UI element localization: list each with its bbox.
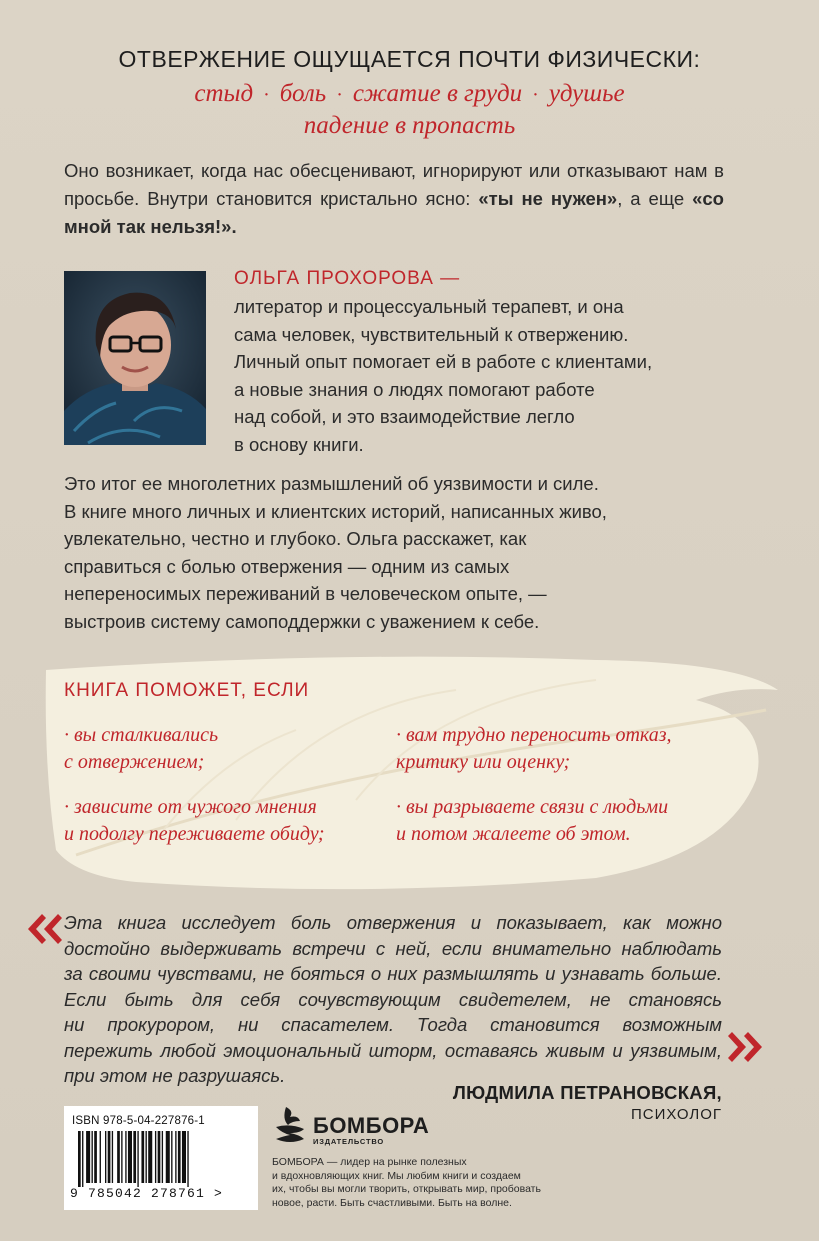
about-line: В книге много личных и клиентских историй, написанных живо,	[64, 500, 607, 522]
close-quote-icon	[728, 1030, 766, 1064]
barcode-bar	[105, 1131, 106, 1183]
symptom-item: сжатие в груди	[352, 80, 523, 107]
barcode-bar	[146, 1131, 147, 1183]
author-name: ОЛЬГА ПРОХОРОВА —	[234, 268, 461, 289]
barcode-bar	[82, 1131, 83, 1187]
separator-dot: ·	[336, 84, 343, 106]
about-line: непереносимых переживаний в человеческом опыте, —	[64, 583, 547, 604]
about-line: справиться с болью отвержения — одним из самых	[64, 555, 510, 577]
help-item-line: · вы сталкивались	[64, 724, 219, 746]
barcode-bar	[133, 1131, 136, 1183]
bio-line: в основу книги.	[234, 433, 364, 455]
barcode-bar	[166, 1131, 170, 1183]
help-item	[64, 794, 404, 848]
quote-line: ни прокурором, ни спасателем. Тогда становится возможным	[64, 1014, 722, 1035]
help-item-line: с отвержением;	[64, 751, 205, 773]
barcode-bar	[92, 1131, 93, 1183]
publisher-desc-line: новое, расти. Быть счастливыми. Быть на волне.	[272, 1196, 512, 1209]
open-quote-icon	[24, 912, 62, 946]
barcode-bar	[94, 1131, 97, 1183]
barcode-bars	[78, 1131, 248, 1187]
barcode-bar	[158, 1131, 161, 1183]
help-item	[64, 722, 404, 776]
symptom-item: удушье	[548, 80, 625, 107]
headline: ОТВЕРЖЕНИЕ ОЩУЩАЕТСЯ ПОЧТИ ФИЗИЧЕСКИ:	[118, 46, 701, 72]
separator-dot: ·	[263, 84, 270, 106]
barcode-bar	[178, 1131, 181, 1183]
author-photo	[64, 271, 206, 445]
quote-role: ПСИХОЛОГ	[630, 1106, 722, 1123]
bio-line: над собой, и это взаимодействие легло	[234, 406, 575, 427]
barcode-bar	[108, 1131, 111, 1183]
intro-text: Оно возникает, когда нас обесценивают, игнорируют или отказывают нам в просьбе. Внутри становится кристально ясно:	[64, 160, 724, 209]
bio-line: сама человек, чувствительный к отвержению.	[234, 323, 629, 345]
bombora-logo-icon	[272, 1105, 308, 1147]
help-item-line: · зависите от чужого мнения	[64, 796, 317, 818]
publisher-description	[272, 1156, 592, 1210]
help-item	[396, 794, 736, 848]
separator-dot: ·	[532, 84, 539, 106]
intro-paragraph	[64, 157, 724, 241]
symptom-item: боль	[279, 80, 327, 107]
publisher-logo-name: БОМБОРА	[313, 1113, 430, 1138]
barcode-bar	[148, 1131, 152, 1183]
symptoms-line-1	[0, 80, 819, 108]
quote-line: пережить любой эмоциональный шторм, оставаясь живым и уязвимым,	[64, 1039, 722, 1061]
quote-line: достойно выдерживать встречи с ней, если внимательно наблюдать	[64, 937, 722, 959]
bio-line: Личный опыт помогает ей в работе с клиентами,	[234, 351, 653, 372]
barcode-bar	[78, 1131, 81, 1187]
barcode-bar	[137, 1131, 138, 1187]
author-bio	[234, 293, 734, 458]
intro-bold-2: «со мной так нельзя!».	[64, 188, 724, 237]
bio-line: литератор и процессуальный терапевт, и она	[234, 296, 624, 317]
bio-line: а новые знания о людях помогают работе	[234, 378, 595, 400]
barcode-bar	[117, 1131, 120, 1183]
quote-text	[64, 910, 722, 1089]
barcode-bar	[112, 1131, 113, 1183]
about-paragraph	[64, 470, 764, 635]
barcode-bar	[121, 1131, 122, 1183]
symptom-item: стыд	[194, 80, 254, 107]
helps-title: КНИГА ПОМОЖЕТ, ЕСЛИ	[64, 680, 310, 701]
publisher-logo-sub: ИЗДАТЕЛЬСТВО	[313, 1137, 384, 1146]
about-line: увлекательно, честно и глубоко. Ольга расскажет, как	[64, 528, 527, 549]
help-item-line: · вам трудно переносить отказ,	[396, 724, 672, 746]
barcode-digits: 9 785042 278761 >	[70, 1186, 224, 1201]
help-item-line: · вы разрываете связи с людьми	[396, 796, 669, 818]
publisher-desc-line: их, чтобы вы могли творить, открывать мир, пробовать	[272, 1183, 541, 1195]
barcode-bar	[128, 1131, 132, 1183]
help-item-line: и подолгу переживаете обиду;	[64, 823, 325, 845]
barcode-bar	[171, 1131, 172, 1183]
publisher-desc-line: БОМБОРА — лидер на рынке полезных	[272, 1156, 467, 1168]
barcode-bar	[187, 1131, 188, 1187]
barcode-bar	[175, 1131, 176, 1183]
intro-bold-1: «ты не нужен»	[478, 188, 618, 209]
barcode-bar	[100, 1131, 101, 1183]
quote-line: Если быть для себя сочувствующим свидетелем, не становясь	[64, 988, 722, 1010]
barcode-bar	[155, 1131, 156, 1183]
quote-line: при этом не разрушаясь.	[64, 1065, 286, 1086]
quote-line: за своими чувствами, не бояться о них размышлять и узнавать больше.	[64, 963, 722, 984]
about-line: выстроив систему самоподдержки с уважением к себе.	[64, 610, 540, 632]
help-item-line: критику или оценку;	[396, 751, 571, 773]
barcode-bar	[182, 1131, 186, 1183]
quote-author: ЛЮДМИЛА ПЕТРАНОВСКАЯ,	[452, 1082, 722, 1103]
barcode-bar	[141, 1131, 144, 1183]
quote-line: Эта книга исследует боль отвержения и показывает, как можно	[64, 912, 722, 933]
barcode-bar	[125, 1131, 126, 1183]
help-item	[396, 722, 736, 776]
help-item-line: и потом жалеете об этом.	[396, 823, 631, 845]
barcode-bar	[162, 1131, 163, 1183]
isbn-label: ISBN 978-5-04-227876-1	[72, 1115, 205, 1127]
barcode-bar	[86, 1131, 90, 1183]
intro-middle: , а еще	[617, 188, 693, 209]
symptoms-line-2: падение в пропасть	[303, 112, 516, 139]
about-line: Это итог ее многолетних размышлений об уязвимости и силе.	[64, 473, 599, 494]
publisher-desc-line: и вдохновляющих книг. Мы любим книги и создаем	[272, 1169, 521, 1182]
